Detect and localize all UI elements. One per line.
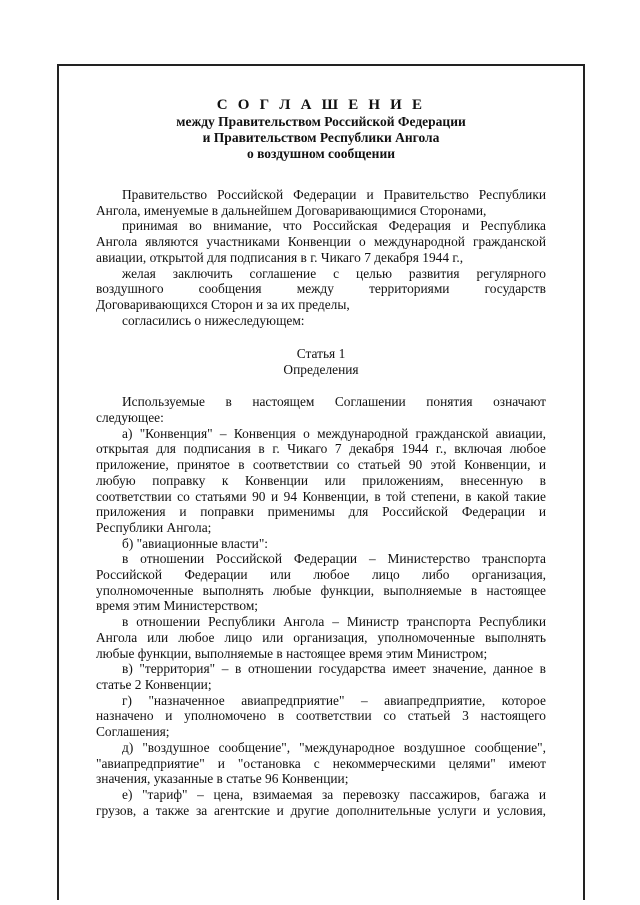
article-number: Статья 1 [296, 346, 346, 362]
text-line: б) "авиационные власти": [122, 535, 269, 551]
text-line: уполномоченные выполнять любые функции, выполняемые в настоящее [96, 582, 546, 598]
text-line: в) "территория" – в отношении государства имеет значение, данное в [122, 661, 546, 677]
document-title: С О Г Л А Ш Е Н И Е [216, 97, 426, 113]
document-content [96, 96, 546, 818]
body-paragraph [96, 740, 546, 787]
text-line: Российской Федерации или любое лицо либо организация, [96, 567, 546, 583]
body-paragraph [96, 787, 546, 818]
body-paragraph [96, 394, 546, 425]
text-line: Правительство Российской Федерации и Правительство Республики [122, 187, 546, 202]
article-body [96, 394, 546, 818]
text-line: воздушного сообщения между территориями государств [96, 281, 546, 297]
preamble-paragraph [96, 218, 546, 265]
preamble [96, 187, 546, 328]
text-line: любую поправку к Конвенции или приложениям, внесенную в [96, 472, 546, 488]
subtitle-line: о воздушном сообщении [246, 146, 396, 161]
article-title: Определения [283, 362, 359, 378]
text-line: назначено и уполномочено в соответствии со статьей 3 настоящего [96, 708, 546, 724]
text-line: принимая во внимание, что Российская Федерация и Республика [122, 218, 546, 234]
text-line: в отношении Республики Ангола – Министр транспорта Республики [122, 614, 546, 630]
text-line: желая заключить соглашение с целью развития регулярного [122, 265, 546, 281]
body-paragraph [96, 693, 546, 740]
text-line: согласились о нижеследующем: [122, 312, 305, 328]
preamble-paragraph [96, 187, 546, 218]
text-line: Ангола или любое лицо или организация, уполномоченные выполнять [96, 629, 546, 645]
text-line: Используемые в настоящем Соглашении понятия означают [122, 394, 546, 410]
text-line: в отношении Российской Федерации – Министерство транспорта [122, 551, 546, 567]
text-line: "авиапредприятие" и "остановка с некоммерческими целями" имеют [96, 755, 546, 771]
text-line: г) "назначенное авиапредприятие" – авиапредприятие, которое [122, 692, 546, 708]
body-paragraph [96, 614, 546, 661]
text-line: время этим Министерством; [96, 598, 259, 614]
text-line: д) "воздушное сообщение", "международное воздушное сообщение", [122, 739, 546, 755]
text-line: статье 2 Конвенции; [96, 676, 212, 692]
text-line: приложения и поправки применимы для Российской Федерации и [96, 504, 546, 520]
subtitle-line: между Правительством Российской Федерации [176, 114, 466, 129]
body-paragraph [96, 536, 546, 552]
preamble-paragraph [96, 313, 546, 329]
text-line: Договаривающихся Сторон и за их пределы, [96, 296, 350, 312]
preamble-paragraph [96, 266, 546, 313]
text-line: Ангола являются участниками Конвенции о международной гражданской [96, 234, 546, 250]
text-line: любые функции, выполняемые в настоящее время этим Министром; [96, 645, 488, 661]
body-paragraph [96, 661, 546, 692]
body-paragraph [96, 426, 546, 536]
subtitle-line: и Правительством Республики Ангола [202, 130, 440, 145]
text-line: авиации, открытой для подписания в г. Чикаго 7 декабря 1944 г., [96, 249, 464, 265]
text-line: соответствии со статьями 90 и 94 Конвенции, в той степени, в какой такие [96, 488, 546, 504]
text-line: а) "Конвенция" – Конвенция о международной гражданской авиации, [122, 425, 546, 441]
body-paragraph [96, 551, 546, 614]
text-line: следующее: [96, 410, 164, 426]
text-line: открытая для подписания в г. Чикаго 7 декабря 1944 г., включая любое [96, 441, 546, 457]
document-page [57, 64, 585, 900]
text-line: е) "тариф" – цена, взимаемая за перевозку пассажиров, багажа и [122, 786, 546, 802]
text-line: грузов, а также за агентские и другие дополнительные услуги и условия, [96, 802, 546, 818]
text-line: Соглашения; [96, 724, 170, 740]
text-line: приложение, принятое в соответствии со статьей 90 этой Конвенции, и [96, 457, 546, 473]
text-line: Ангола, именуемые в дальнейшем Договаривающимися Сторонами, [96, 202, 487, 218]
text-line: значения, указанные в статье 96 Конвенции; [96, 771, 349, 787]
text-line: Республики Ангола; [96, 519, 212, 535]
